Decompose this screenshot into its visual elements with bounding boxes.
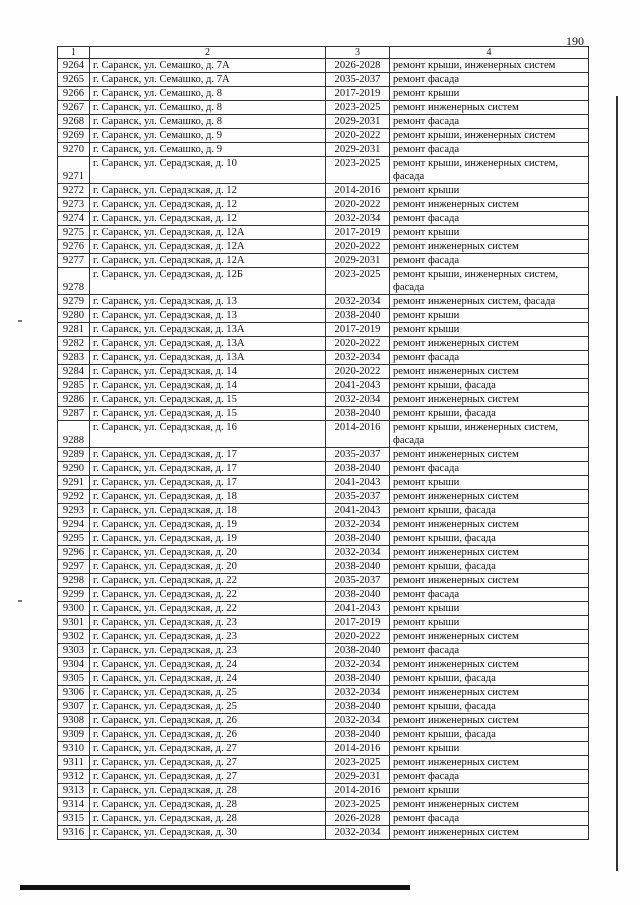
row-number-cell: 9273 — [58, 198, 90, 212]
period-cell: 2017-2019 — [326, 87, 390, 101]
address-cell: г. Саранск, ул. Серадзская, д. 10 — [90, 157, 326, 184]
period-cell: 2041-2043 — [326, 379, 390, 393]
address-cell: г. Саранск, ул. Серадзская, д. 27 — [90, 756, 326, 770]
table-row — [58, 672, 589, 686]
row-number-cell: 9277 — [58, 254, 90, 268]
row-number-cell: 9281 — [58, 323, 90, 337]
address-cell: г. Саранск, ул. Семашко, д. 7А — [90, 59, 326, 73]
period-cell: 2017-2019 — [326, 323, 390, 337]
period-cell: 2014-2016 — [326, 784, 390, 798]
work-type-cell: ремонт фасада — [390, 770, 589, 784]
row-number-cell: 9270 — [58, 143, 90, 157]
table-row — [58, 351, 589, 365]
table-row — [58, 337, 589, 351]
address-cell: г. Саранск, ул. Серадзская, д. 23 — [90, 644, 326, 658]
address-cell: г. Саранск, ул. Серадзская, д. 15 — [90, 393, 326, 407]
work-type-cell: ремонт инженерных систем — [390, 630, 589, 644]
table-row — [58, 143, 589, 157]
table-row — [58, 365, 589, 379]
work-type-cell: ремонт крыши — [390, 87, 589, 101]
table-row — [58, 532, 589, 546]
period-cell: 2017-2019 — [326, 226, 390, 240]
table-row — [58, 407, 589, 421]
table-row — [58, 630, 589, 644]
address-cell: г. Саранск, ул. Серадзская, д. 23 — [90, 616, 326, 630]
table-row — [58, 73, 589, 87]
row-number-cell: 9308 — [58, 714, 90, 728]
table-row — [58, 393, 589, 407]
header-col-3: 3 — [326, 47, 390, 59]
row-number-cell: 9302 — [58, 630, 90, 644]
work-type-cell: ремонт инженерных систем — [390, 826, 589, 840]
table-row — [58, 602, 589, 616]
work-type-cell: ремонт инженерных систем — [390, 337, 589, 351]
work-type-cell: ремонт крыши, инженерных систем, фасада — [390, 157, 589, 184]
period-cell: 2023-2025 — [326, 157, 390, 184]
address-cell: г. Саранск, ул. Серадзская, д. 20 — [90, 546, 326, 560]
address-cell: г. Саранск, ул. Серадзская, д. 25 — [90, 700, 326, 714]
work-type-cell: ремонт инженерных систем — [390, 686, 589, 700]
address-cell: г. Саранск, ул. Серадзская, д. 14 — [90, 379, 326, 393]
work-type-cell: ремонт инженерных систем — [390, 756, 589, 770]
address-cell: г. Саранск, ул. Серадзская, д. 24 — [90, 672, 326, 686]
row-number-cell: 9272 — [58, 184, 90, 198]
address-cell: г. Саранск, ул. Серадзская, д. 13А — [90, 337, 326, 351]
work-type-cell: ремонт крыши, фасада — [390, 672, 589, 686]
period-cell: 2020-2022 — [326, 129, 390, 143]
row-number-cell: 9313 — [58, 784, 90, 798]
work-type-cell: ремонт инженерных систем — [390, 574, 589, 588]
address-cell: г. Саранск, ул. Серадзская, д. 28 — [90, 798, 326, 812]
page-number: 190 — [566, 34, 584, 48]
row-number-cell: 9312 — [58, 770, 90, 784]
table-row — [58, 588, 589, 602]
table-row — [58, 798, 589, 812]
period-cell: 2035-2037 — [326, 448, 390, 462]
row-number-cell: 9315 — [58, 812, 90, 826]
row-number-cell: 9291 — [58, 476, 90, 490]
work-type-cell: ремонт фасада — [390, 115, 589, 129]
period-cell: 2041-2043 — [326, 476, 390, 490]
period-cell: 2038-2040 — [326, 700, 390, 714]
address-cell: г. Саранск, ул. Серадзская, д. 22 — [90, 588, 326, 602]
address-cell: г. Саранск, ул. Семашко, д. 8 — [90, 87, 326, 101]
scan-margin-mark — [18, 600, 22, 602]
work-type-cell: ремонт крыши, фасада — [390, 504, 589, 518]
period-cell: 2029-2031 — [326, 115, 390, 129]
row-number-cell: 9271 — [58, 157, 90, 184]
work-type-cell: ремонт инженерных систем — [390, 658, 589, 672]
row-number-cell: 9282 — [58, 337, 90, 351]
address-cell: г. Саранск, ул. Серадзская, д. 18 — [90, 504, 326, 518]
period-cell: 2038-2040 — [326, 588, 390, 602]
table-row — [58, 198, 589, 212]
period-cell: 2023-2025 — [326, 756, 390, 770]
work-type-cell: ремонт крыши, инженерных систем — [390, 129, 589, 143]
period-cell: 2020-2022 — [326, 630, 390, 644]
table-row — [58, 59, 589, 73]
address-cell: г. Саранск, ул. Серадзская, д. 17 — [90, 448, 326, 462]
table-row — [58, 686, 589, 700]
work-type-cell: ремонт крыши, инженерных систем — [390, 59, 589, 73]
work-type-cell: ремонт инженерных систем — [390, 714, 589, 728]
row-number-cell: 9306 — [58, 686, 90, 700]
work-type-cell: ремонт крыши, фасада — [390, 379, 589, 393]
table-row — [58, 728, 589, 742]
period-cell: 2020-2022 — [326, 198, 390, 212]
table-row — [58, 504, 589, 518]
period-cell: 2038-2040 — [326, 532, 390, 546]
work-type-cell: ремонт крыши — [390, 309, 589, 323]
address-cell: г. Саранск, ул. Серадзская, д. 15 — [90, 407, 326, 421]
row-number-cell: 9298 — [58, 574, 90, 588]
work-type-cell: ремонт фасада — [390, 462, 589, 476]
period-cell: 2035-2037 — [326, 574, 390, 588]
table-row — [58, 616, 589, 630]
address-cell: г. Саранск, ул. Семашко, д. 9 — [90, 129, 326, 143]
work-type-cell: ремонт инженерных систем — [390, 198, 589, 212]
row-number-cell: 9304 — [58, 658, 90, 672]
row-number-cell: 9300 — [58, 602, 90, 616]
address-cell: г. Саранск, ул. Серадзская, д. 27 — [90, 770, 326, 784]
work-type-cell: ремонт крыши — [390, 323, 589, 337]
row-number-cell: 9307 — [58, 700, 90, 714]
work-type-cell: ремонт крыши — [390, 476, 589, 490]
period-cell: 2023-2025 — [326, 101, 390, 115]
table-row — [58, 742, 589, 756]
table-row — [58, 309, 589, 323]
period-cell: 2041-2043 — [326, 602, 390, 616]
period-cell: 2032-2034 — [326, 686, 390, 700]
work-type-cell: ремонт фасада — [390, 812, 589, 826]
table-row — [58, 115, 589, 129]
period-cell: 2032-2034 — [326, 658, 390, 672]
table-row — [58, 462, 589, 476]
repair-schedule-table-container — [57, 46, 588, 840]
work-type-cell: ремонт крыши, фасада — [390, 560, 589, 574]
work-type-cell: ремонт крыши — [390, 742, 589, 756]
header-col-2: 2 — [90, 47, 326, 59]
scan-edge-line — [616, 96, 618, 871]
table-row — [58, 379, 589, 393]
address-cell: г. Саранск, ул. Серадзская, д. 28 — [90, 812, 326, 826]
row-number-cell: 9267 — [58, 101, 90, 115]
address-cell: г. Саранск, ул. Серадзская, д. 17 — [90, 476, 326, 490]
period-cell: 2014-2016 — [326, 184, 390, 198]
address-cell: г. Саранск, ул. Серадзская, д. 19 — [90, 532, 326, 546]
row-number-cell: 9275 — [58, 226, 90, 240]
period-cell: 2038-2040 — [326, 462, 390, 476]
address-cell: г. Саранск, ул. Серадзская, д. 25 — [90, 686, 326, 700]
table-row — [58, 254, 589, 268]
address-cell: г. Саранск, ул. Серадзская, д. 12Б — [90, 268, 326, 295]
table-body — [58, 59, 589, 840]
address-cell: г. Саранск, ул. Семашко, д. 9 — [90, 143, 326, 157]
row-number-cell: 9269 — [58, 129, 90, 143]
table-row — [58, 756, 589, 770]
table-row — [58, 268, 589, 295]
row-number-cell: 9266 — [58, 87, 90, 101]
address-cell: г. Саранск, ул. Серадзская, д. 12 — [90, 184, 326, 198]
row-number-cell: 9290 — [58, 462, 90, 476]
work-type-cell: ремонт инженерных систем — [390, 393, 589, 407]
address-cell: г. Саранск, ул. Серадзская, д. 26 — [90, 714, 326, 728]
table-row — [58, 421, 589, 448]
work-type-cell: ремонт крыши, фасада — [390, 700, 589, 714]
address-cell: г. Саранск, ул. Серадзская, д. 12 — [90, 198, 326, 212]
work-type-cell: ремонт инженерных систем — [390, 240, 589, 254]
address-cell: г. Саранск, ул. Серадзская, д. 20 — [90, 560, 326, 574]
period-cell: 2032-2034 — [326, 518, 390, 532]
table-row — [58, 476, 589, 490]
period-cell: 2020-2022 — [326, 240, 390, 254]
address-cell: г. Саранск, ул. Серадзская, д. 17 — [90, 462, 326, 476]
row-number-cell: 9276 — [58, 240, 90, 254]
row-number-cell: 9265 — [58, 73, 90, 87]
row-number-cell: 9288 — [58, 421, 90, 448]
address-cell: г. Саранск, ул. Серадзская, д. 13 — [90, 309, 326, 323]
table-row — [58, 240, 589, 254]
period-cell: 2032-2034 — [326, 212, 390, 226]
work-type-cell: ремонт крыши, инженерных систем, фасада — [390, 268, 589, 295]
table-row — [58, 87, 589, 101]
period-cell: 2032-2034 — [326, 351, 390, 365]
row-number-cell: 9285 — [58, 379, 90, 393]
table-row — [58, 184, 589, 198]
work-type-cell: ремонт фасада — [390, 588, 589, 602]
table-row — [58, 101, 589, 115]
work-type-cell: ремонт фасада — [390, 644, 589, 658]
table-row — [58, 323, 589, 337]
address-cell: г. Саранск, ул. Серадзская, д. 26 — [90, 728, 326, 742]
period-cell: 2029-2031 — [326, 770, 390, 784]
work-type-cell: ремонт крыши, фасада — [390, 532, 589, 546]
row-number-cell: 9305 — [58, 672, 90, 686]
table-row — [58, 157, 589, 184]
work-type-cell: ремонт инженерных систем — [390, 518, 589, 532]
row-number-cell: 9294 — [58, 518, 90, 532]
scan-margin-mark — [18, 320, 22, 322]
row-number-cell: 9299 — [58, 588, 90, 602]
period-cell: 2026-2028 — [326, 59, 390, 73]
work-type-cell: ремонт инженерных систем — [390, 490, 589, 504]
period-cell: 2014-2016 — [326, 421, 390, 448]
row-number-cell: 9296 — [58, 546, 90, 560]
row-number-cell: 9311 — [58, 756, 90, 770]
table-row — [58, 700, 589, 714]
period-cell: 2017-2019 — [326, 616, 390, 630]
period-cell: 2032-2034 — [326, 393, 390, 407]
period-cell: 2026-2028 — [326, 812, 390, 826]
work-type-cell: ремонт фасада — [390, 254, 589, 268]
work-type-cell: ремонт крыши, фасада — [390, 407, 589, 421]
address-cell: г. Саранск, ул. Серадзская, д. 16 — [90, 421, 326, 448]
table-header-row — [58, 47, 589, 59]
address-cell: г. Саранск, ул. Серадзская, д. 23 — [90, 630, 326, 644]
work-type-cell: ремонт крыши, фасада — [390, 728, 589, 742]
row-number-cell: 9297 — [58, 560, 90, 574]
address-cell: г. Саранск, ул. Серадзская, д. 12А — [90, 226, 326, 240]
period-cell: 2038-2040 — [326, 309, 390, 323]
header-col-4: 4 — [390, 47, 589, 59]
period-cell: 2032-2034 — [326, 714, 390, 728]
work-type-cell: ремонт инженерных систем — [390, 101, 589, 115]
period-cell: 2038-2040 — [326, 672, 390, 686]
address-cell: г. Саранск, ул. Серадзская, д. 28 — [90, 784, 326, 798]
work-type-cell: ремонт инженерных систем, фасада — [390, 295, 589, 309]
row-number-cell: 9287 — [58, 407, 90, 421]
period-cell: 2038-2040 — [326, 644, 390, 658]
table-row — [58, 448, 589, 462]
work-type-cell: ремонт крыши — [390, 184, 589, 198]
address-cell: г. Саранск, ул. Серадзская, д. 19 — [90, 518, 326, 532]
row-number-cell: 9284 — [58, 365, 90, 379]
row-number-cell: 9292 — [58, 490, 90, 504]
repair-schedule-table — [57, 46, 589, 840]
period-cell: 2032-2034 — [326, 826, 390, 840]
period-cell: 2023-2025 — [326, 798, 390, 812]
row-number-cell: 9274 — [58, 212, 90, 226]
scan-bottom-bar — [20, 885, 410, 890]
address-cell: г. Саранск, ул. Серадзская, д. 18 — [90, 490, 326, 504]
work-type-cell: ремонт инженерных систем — [390, 365, 589, 379]
address-cell: г. Саранск, ул. Серадзская, д. 27 — [90, 742, 326, 756]
row-number-cell: 9264 — [58, 59, 90, 73]
work-type-cell: ремонт крыши, инженерных систем, фасада — [390, 421, 589, 448]
table-row — [58, 546, 589, 560]
address-cell: г. Саранск, ул. Серадзская, д. 12А — [90, 240, 326, 254]
period-cell: 2023-2025 — [326, 268, 390, 295]
table-row — [58, 658, 589, 672]
work-type-cell: ремонт фасада — [390, 351, 589, 365]
address-cell: г. Саранск, ул. Семашко, д. 7А — [90, 73, 326, 87]
row-number-cell: 9268 — [58, 115, 90, 129]
table-row — [58, 714, 589, 728]
address-cell: г. Саранск, ул. Серадзская, д. 30 — [90, 826, 326, 840]
period-cell: 2020-2022 — [326, 365, 390, 379]
table-row — [58, 644, 589, 658]
table-row — [58, 212, 589, 226]
period-cell: 2038-2040 — [326, 560, 390, 574]
table-row — [58, 295, 589, 309]
row-number-cell: 9283 — [58, 351, 90, 365]
period-cell: 2038-2040 — [326, 407, 390, 421]
table-row — [58, 770, 589, 784]
period-cell: 2032-2034 — [326, 546, 390, 560]
row-number-cell: 9301 — [58, 616, 90, 630]
row-number-cell: 9293 — [58, 504, 90, 518]
period-cell: 2020-2022 — [326, 337, 390, 351]
address-cell: г. Саранск, ул. Серадзская, д. 13А — [90, 323, 326, 337]
work-type-cell: ремонт крыши — [390, 616, 589, 630]
period-cell: 2035-2037 — [326, 73, 390, 87]
row-number-cell: 9309 — [58, 728, 90, 742]
period-cell: 2041-2043 — [326, 504, 390, 518]
row-number-cell: 9316 — [58, 826, 90, 840]
address-cell: г. Саранск, ул. Семашко, д. 8 — [90, 101, 326, 115]
work-type-cell: ремонт крыши — [390, 784, 589, 798]
table-row — [58, 226, 589, 240]
row-number-cell: 9310 — [58, 742, 90, 756]
address-cell: г. Саранск, ул. Серадзская, д. 22 — [90, 602, 326, 616]
address-cell: г. Саранск, ул. Серадзская, д. 12А — [90, 254, 326, 268]
address-cell: г. Саранск, ул. Серадзская, д. 22 — [90, 574, 326, 588]
work-type-cell: ремонт фасада — [390, 212, 589, 226]
address-cell: г. Саранск, ул. Серадзская, д. 13А — [90, 351, 326, 365]
period-cell: 2029-2031 — [326, 143, 390, 157]
row-number-cell: 9286 — [58, 393, 90, 407]
row-number-cell: 9278 — [58, 268, 90, 295]
work-type-cell: ремонт крыши — [390, 226, 589, 240]
table-row — [58, 490, 589, 504]
table-row — [58, 574, 589, 588]
address-cell: г. Саранск, ул. Серадзская, д. 12 — [90, 212, 326, 226]
table-row — [58, 129, 589, 143]
address-cell: г. Саранск, ул. Серадзская, д. 14 — [90, 365, 326, 379]
work-type-cell: ремонт инженерных систем — [390, 448, 589, 462]
address-cell: г. Саранск, ул. Серадзская, д. 24 — [90, 658, 326, 672]
row-number-cell: 9295 — [58, 532, 90, 546]
period-cell: 2035-2037 — [326, 490, 390, 504]
work-type-cell: ремонт фасада — [390, 143, 589, 157]
period-cell: 2032-2034 — [326, 295, 390, 309]
row-number-cell: 9303 — [58, 644, 90, 658]
row-number-cell: 9289 — [58, 448, 90, 462]
work-type-cell: ремонт инженерных систем — [390, 798, 589, 812]
header-col-1: 1 — [58, 47, 90, 59]
table-row — [58, 518, 589, 532]
work-type-cell: ремонт фасада — [390, 73, 589, 87]
work-type-cell: ремонт инженерных систем — [390, 546, 589, 560]
table-row — [58, 784, 589, 798]
period-cell: 2014-2016 — [326, 742, 390, 756]
period-cell: 2029-2031 — [326, 254, 390, 268]
period-cell: 2038-2040 — [326, 728, 390, 742]
table-row — [58, 560, 589, 574]
row-number-cell: 9279 — [58, 295, 90, 309]
table-row — [58, 812, 589, 826]
address-cell: г. Саранск, ул. Серадзская, д. 13 — [90, 295, 326, 309]
address-cell: г. Саранск, ул. Семашко, д. 8 — [90, 115, 326, 129]
work-type-cell: ремонт крыши — [390, 602, 589, 616]
row-number-cell: 9314 — [58, 798, 90, 812]
row-number-cell: 9280 — [58, 309, 90, 323]
table-row — [58, 826, 589, 840]
